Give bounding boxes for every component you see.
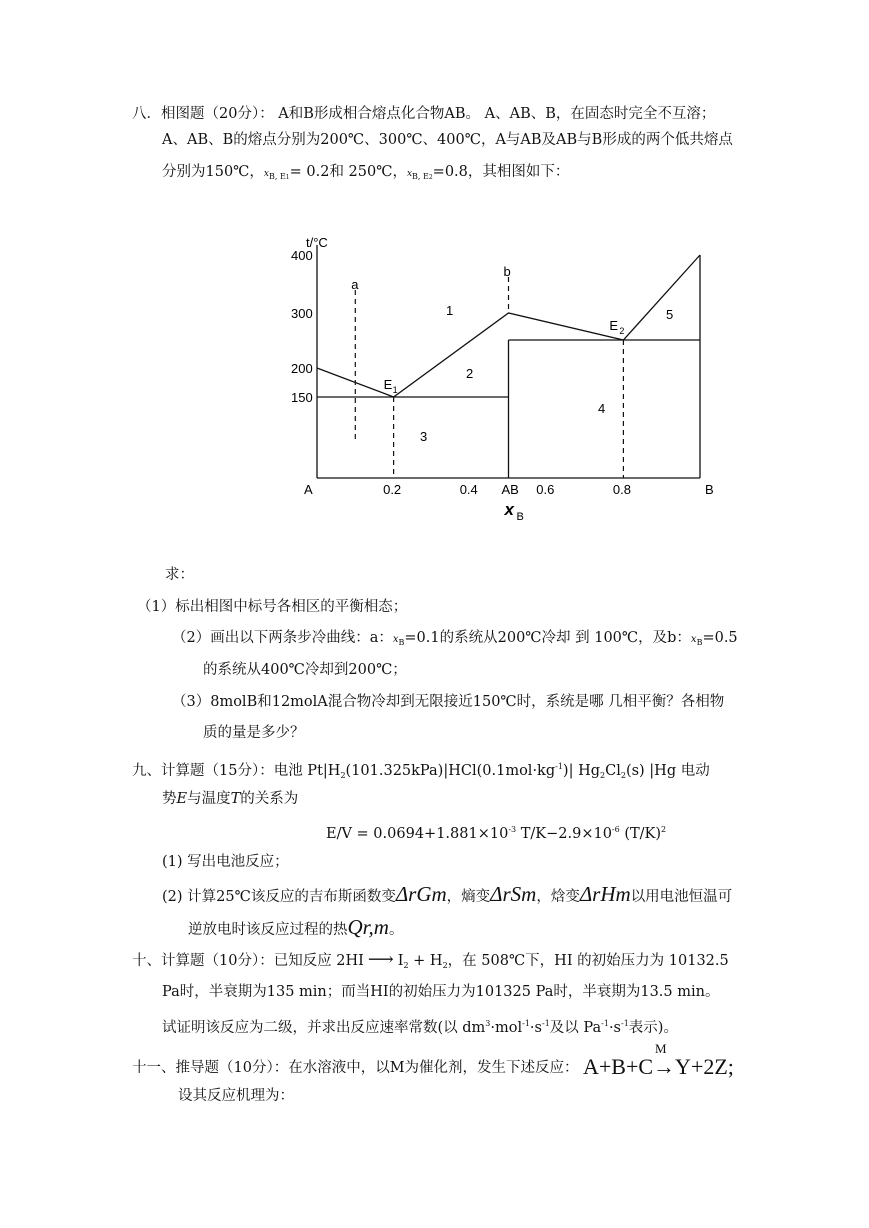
q9-sub2-line2: 逆放电时该反应过程的热Qr,m。 (188, 915, 404, 939)
y-tick-label: 400 (291, 248, 313, 263)
x-tick-label: 0.6 (536, 482, 555, 497)
x-tick-label: 0.4 (459, 482, 478, 497)
x-tick-label: AB (501, 482, 519, 497)
q9-line1: 九、计算题（15分）：电池 $Pt|H_2(101.325kPa)|HCl(0.1mol\cdot kg^{-1})|$ $Hg_2Cl_2(s)$ |Hg 电动 (132, 762, 710, 780)
e2-label: E (609, 318, 619, 333)
y-tick-label: 150 (291, 390, 313, 405)
y-axis-label: t/°C (306, 235, 328, 250)
e2-label-sub: 2 (619, 326, 625, 336)
e1-label-sub: 1 (392, 385, 398, 395)
q11-line2: 设其反应机理为： (178, 1088, 294, 1104)
q9-sub2: (2) 计算25℃该反应的吉布斯函数变ΔrGm，熵变ΔrSm，焓变ΔrHm以用电池恒温可 (162, 882, 733, 906)
e1-label: E (383, 377, 393, 392)
q8-part3: （3）8molB和12molA混合物冷却到无限接近150℃时，系统是哪 几相平衡？各相物 (172, 694, 725, 710)
q9-line2: 势E与温度T的关系为 (162, 791, 299, 807)
path-a-label: a (351, 277, 359, 292)
region-4-label: 4 (598, 401, 606, 416)
region-1-label: 1 (446, 303, 454, 318)
q8-line1: 八．相图题（20分）： A和B形成相合熔点化合物AB。 A、AB、B，在固态时完全不互溶； (132, 106, 716, 122)
q11-line1: 十一、推导题（10分）：在水溶液中，以M为催化剂，发生下述反应： (132, 1060, 579, 1076)
y-tick-label: 300 (291, 306, 313, 321)
region-3-label: 3 (420, 429, 428, 444)
q9-equation: $E/V = 0.0694+1.881\times 10^{-3}$ $T/K-2.9\times 10^{-6}$ $(T/K)^2$ (326, 825, 667, 842)
region-5-label: 5 (666, 307, 674, 322)
y-tick-label: 200 (291, 361, 313, 376)
q10-line3: 试证明该反应为二级，并求出反应速率常数(以 $dm^3\cdot mol^{-1}\cdot s^{-1}$及以 $Pa^{-1}\cdot s^{-1}$表示)。 (162, 1019, 678, 1036)
q8-part2-line2: 的系统从400℃冷却到200℃； (203, 662, 407, 678)
x-axis-label-sub: B (516, 511, 524, 523)
x-axis-label: x (504, 500, 514, 519)
q8-line3: 分别为150℃，$x_{B, E1}= 0.2$和 250℃，$x_{B, E2}=0.8$，其相图如下： (162, 164, 570, 181)
q8-part2: （2）画出以下两条步冷曲线：a：$x_B=0.1$的系统从200℃冷却 到 100℃，及b：$x_B=0.5$ (172, 630, 738, 647)
q8-ask: 求： (165, 567, 194, 583)
x-tick-label: 0.8 (612, 482, 631, 497)
x-tick-label: A (304, 482, 313, 497)
path-b-label: b (503, 264, 511, 279)
q10-line2: Pa时，半衰期为135 min；而当HI的初始压力为101325 Pa时，半衰期为13.5 min。 (162, 984, 720, 1000)
phase-diagram-chart (280, 225, 730, 525)
q8-line2: A、AB、B的熔点分别为200℃、300℃、400℃，A与AB及AB与B形成的两个低共熔点 (162, 132, 733, 148)
region-2-label: 2 (466, 366, 474, 381)
q8-part1: （1）标出相图中标号各相区的平衡相态； (137, 599, 408, 615)
q10-line1: 十、计算题（10分）：已知反应 2HI ⟶ $I_2 + H_2$，在 508℃下，HI 的初始压力为 10132.5 (132, 949, 729, 970)
q11-catalyst: M (655, 1041, 667, 1056)
x-tick-label: 0.2 (383, 482, 402, 497)
q11-reaction: A+B+C→Y+2Z; (583, 1054, 734, 1079)
x-tick-label: B (705, 482, 714, 497)
q8-part3-line2: 质的量是多少？ (203, 725, 305, 741)
q9-sub1: (1) 写出电池反应； (162, 854, 289, 870)
